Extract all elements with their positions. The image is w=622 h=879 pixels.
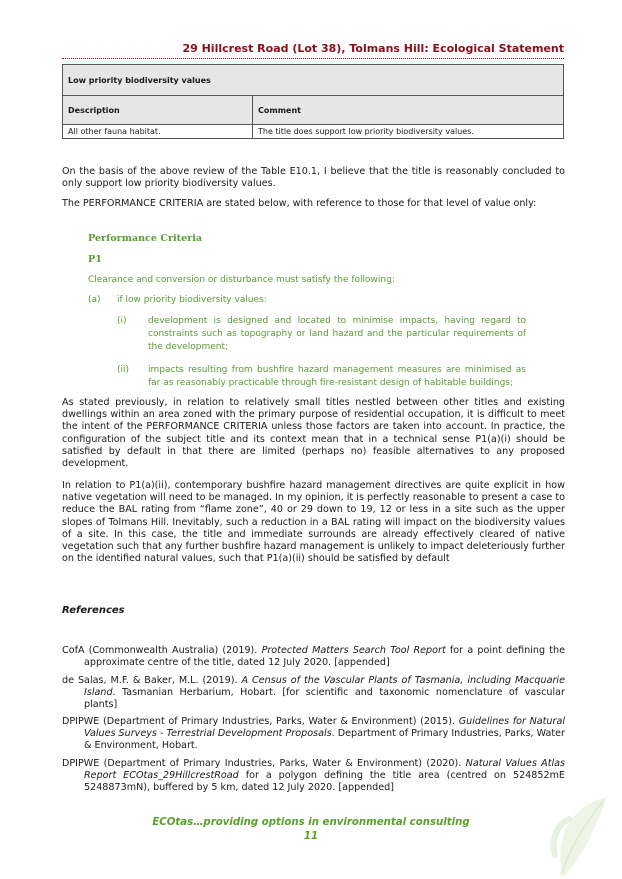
criteria-a-marker: (a) (88, 295, 101, 305)
table-row (63, 125, 564, 139)
criteria-ii-marker: (ii) (117, 365, 130, 375)
header-divider (62, 58, 564, 59)
paragraph-criteria-intro: The PERFORMANCE CRITERIA are stated below, with reference to those for that level of value only: (62, 198, 537, 209)
criteria-intro: Clearance and conversion or disturbance must satisfy the following: (88, 275, 395, 285)
running-header: 29 Hillcrest Road (Lot 38), Tolmans Hill: Ecological Statement (182, 42, 564, 55)
criteria-a-text: if low priority biodiversity values: (117, 295, 267, 305)
table-title: Low priority biodiversity values (63, 65, 564, 96)
table-cell-description: All other fauna habitat. (63, 125, 253, 139)
table-cell-comment: The title does support low priority biodiversity values. (253, 125, 564, 139)
criteria-i-text: development is designed and located to minimise impacts, having regard to constraints such as topography or land hazard and the particular requirements of the development; (148, 316, 526, 352)
reference-item: CofA (Commonwealth Australia) (2019). Protected Matters Search Tool Report for a point defining the approximate centre of the title, dated 12 July 2020. [appended] (62, 645, 565, 669)
paragraph-p1aii: In relation to P1(a)(ii), contemporary bushfire hazard management directives are quite explicit in how native vegetation will need to be managed. In my opinion, it is perfectly reasonable to present a case to reduce the BAL rating from “flame zone”, 40 or 29 down to 19, 12 or less in a site such as the upper slopes of Tolmans Hill. Inevitably, such a reduction in a BAL rating will impact on the biodiversity values of a site. In this case, the title and immediate surrounds are already effectively cleared of native vegetation such that any further bushfire hazard management is unlikely to impact deleteriously further on the identified natural values, such that P1(a)(ii) should be satisfied by default (62, 480, 565, 565)
table-header-description: Description (63, 96, 253, 125)
reference-item: DPIPWE (Department of Primary Industries, Parks, Water & Environment) (2020). Natural Values Atlas Report ECOtas_29HillcrestRoad for a polygon defining the title area (centred on 524852mE 5248873mN), buffered by 5 km, dated 12 July 2020. [appended] (62, 758, 566, 794)
criteria-p1: P1 (88, 254, 102, 265)
paragraph-review: On the basis of the above review of the Table E10.1, I believe that the title is reasonably concluded to only support low priority biodiversity values. (62, 166, 565, 190)
reference-item: DPIPWE (Department of Primary Industries, Parks, Water & Environment) (2015). Guidelines for Natural Values Surveys - Terrestrial Development Proposals. Department of Primary Industries, Parks, Water & Environment, Hobart. (62, 716, 565, 752)
page-number: 11 (303, 831, 319, 842)
criteria-i-marker: (i) (117, 316, 127, 326)
criteria-heading: Performance Criteria (88, 233, 203, 244)
criteria-ii-text: impacts resulting from bushfire hazard management measures are minimised as far as reasonably practicable through fire-resistant design of habitable buildings; (148, 365, 526, 388)
references-heading: References (62, 605, 125, 616)
leaf-watermark-icon (547, 795, 611, 879)
paragraph-p1ai: As stated previously, in relation to relatively small titles nestled between other titles and existing dwellings within an area zoned with the primary purpose of residential occupation, it is difficult to meet the intent of the PERFORMANCE CRITERIA unless those factors are taken into account. In practice, the configuration of the subject title and its context mean that in a technical sense P1(a)(i) should be satisfied by default in that there are limited (perhaps no) feasible alternatives to any proposed development. (62, 397, 565, 470)
table-header-comment: Comment (253, 96, 564, 125)
footer-tagline: ECOtas…providing options in environmental consulting (152, 817, 470, 828)
biodiversity-values-table (62, 64, 564, 139)
reference-item: de Salas, M.F. & Baker, M.L. (2019). A Census of the Vascular Plants of Tasmania, including Macquarie Island. Tasmanian Herbarium, Hobart. [for scientific and taxonomic nomenclature of vascular plants] (62, 675, 565, 711)
